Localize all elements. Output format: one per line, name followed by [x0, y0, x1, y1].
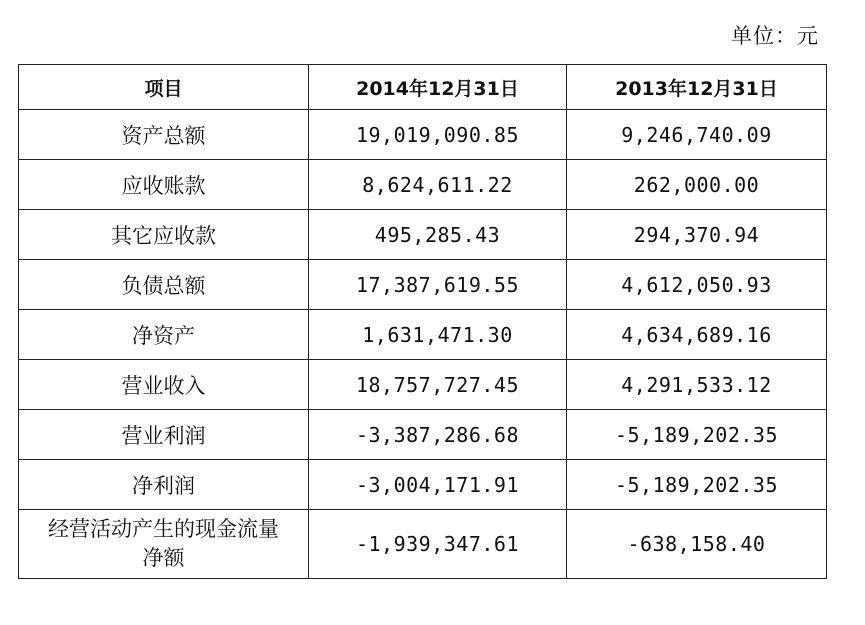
value-2013: 4,612,050.93 [567, 260, 827, 310]
value-2013: 9,246,740.09 [567, 110, 827, 160]
value-2014: 18,757,727.45 [309, 360, 567, 410]
row-label: 应收账款 [19, 160, 309, 210]
value-2014: 19,019,090.85 [309, 110, 567, 160]
value-2013: 294,370.94 [567, 210, 827, 260]
value-2014: 1,631,471.30 [309, 310, 567, 360]
value-2013: 4,634,689.16 [567, 310, 827, 360]
table-row [19, 310, 827, 360]
table-row [19, 410, 827, 460]
table-header-row [19, 65, 827, 110]
row-label [19, 510, 309, 579]
value-2013: 4,291,533.12 [567, 360, 827, 410]
table-row [19, 160, 827, 210]
table-row [19, 510, 827, 579]
value-2014: 8,624,611.22 [309, 160, 567, 210]
financial-table [18, 64, 827, 579]
value-2014: -3,387,286.68 [309, 410, 567, 460]
table-row [19, 110, 827, 160]
table-row [19, 360, 827, 410]
header-2013: 2013年12月31日 [567, 65, 827, 110]
table-row [19, 210, 827, 260]
value-2013: -5,189,202.35 [567, 460, 827, 510]
row-label: 净资产 [19, 310, 309, 360]
table-row [19, 460, 827, 510]
value-2014: 495,285.43 [309, 210, 567, 260]
value-2013: 262,000.00 [567, 160, 827, 210]
row-label: 营业利润 [19, 410, 309, 460]
header-2014: 2014年12月31日 [309, 65, 567, 110]
value-2013: -638,158.40 [567, 510, 827, 579]
row-label: 其它应收款 [19, 210, 309, 260]
value-2014: -1,939,347.61 [309, 510, 567, 579]
value-2013: -5,189,202.35 [567, 410, 827, 460]
row-label-line2: 净额 [142, 546, 185, 570]
row-label-line1: 经营活动产生的现金流量 [48, 517, 279, 541]
header-item: 项目 [19, 65, 309, 110]
value-2014: 17,387,619.55 [309, 260, 567, 310]
row-label: 净利润 [19, 460, 309, 510]
row-label: 负债总额 [19, 260, 309, 310]
value-2014: -3,004,171.91 [309, 460, 567, 510]
table-row [19, 260, 827, 310]
row-label: 营业收入 [19, 360, 309, 410]
unit-label: 单位：元 [731, 24, 819, 48]
row-label: 资产总额 [19, 110, 309, 160]
